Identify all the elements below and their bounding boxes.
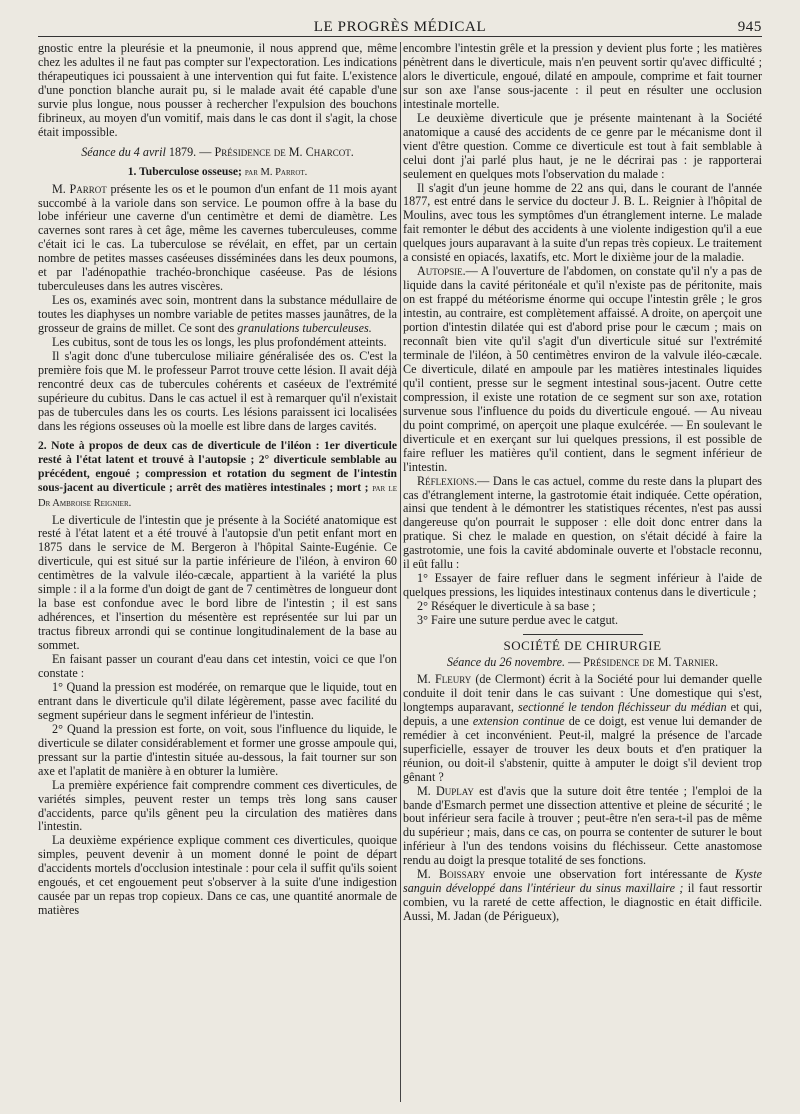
session-date: Séance du 26 novembre. xyxy=(446,654,566,669)
italic-term: extension continue xyxy=(472,713,565,728)
paragraph-text: de ce doigt, est venue lui demander de remédier à cet inconvénient. Peut-il, malgré la présence de l'arcade superficielle, essayer de trouver les deux bouts et d'en pratiquer la réunion, ou doit-il s'abstenir, quitte à amputer le doigt s'il devient trop gênant ? xyxy=(403,713,762,784)
paragraph-text: Les os, examinés avec soin, montrent dans la substance médullaire de toutes les diaphyses un nombre variable de petites masses jaunâtres, de la grosseur de grains de millet. Ce sont des xyxy=(38,293,397,336)
author-name: M. Parrot xyxy=(52,181,107,196)
paragraph-text: (de Clermont) écrit à la Société pour lui demander quelle conduite il doit tenir dans le cas suivant : Une domestique qui s'est, longtemps auparavant, xyxy=(403,671,762,714)
paragraph: 3° Faire une suture perdue avec le catgut. xyxy=(417,613,619,628)
paragraph xyxy=(403,868,762,924)
item-author: par le Dr Ambroise Reignier. xyxy=(38,482,397,509)
session-date: Séance du 4 avril xyxy=(81,144,166,159)
paragraph xyxy=(38,294,397,336)
page-header xyxy=(38,14,762,37)
page-number: 945 xyxy=(737,19,762,35)
session-heading xyxy=(38,146,397,160)
paragraph xyxy=(403,265,762,474)
section-label: Réflexions.— xyxy=(417,473,490,488)
item-heading xyxy=(38,439,397,511)
session-presidence: — Présidence de M. Tarnier. xyxy=(568,654,719,669)
paragraph: Le deuxième diverticule que je présente maintenant à la Société anatomique a causé des accidents de ce genre par le mécanisme dont il vient d'être question. Comme ce diverticule est tout à fait semblable à celui dont j'ai parlé plus haut, je ne le décrirai pas : je rapporterai seulement en quelques mots l'observation du malade : xyxy=(403,110,762,181)
section-divider xyxy=(523,634,643,635)
paragraph: gnostic entre la pleurésie et la pneumonie, il nous apprend que, même chez les adultes il ne faut pas compter sur l'expectoration. Les indications thérapeutiques ici poussaient à une intervention qui fut faite. L'existence d'une ponction blanche aurait pu, si le malade avait été capable d'une survie plus longue, nous pousser à rechercher l'expulsion des bouchons fibrineux, au moyen d'un vomitif, mais dans le cas dont il s'agit, la chose était impossible. xyxy=(38,42,397,139)
section-label: Autopsie.— xyxy=(417,264,478,279)
paragraph: La première expérience fait comprendre comment ces diverticules, de variétés simples, peuvent rester un temps très long sans causer d'accidents, parce qu'ils gênent peu la circulation des matières dans l'intestin. xyxy=(38,777,397,834)
italic-term: Kyste sanguin développé dans l'intérieur du sinus maxillaire ; xyxy=(403,867,762,896)
paragraph: Il s'agit d'un jeune homme de 22 ans qui, dans le courant de l'année 1877, est entré dans le service du docteur J. B. L. Reignier à l'hôpital de Moulins, avec tous les symptômes d'un étranglement interne. Le malade fait remonter le début des accidents à une violente indigestion qu'il a eue quelques jours auparavant à la suite d'un repas très copieux. Le traitement a consisté en opiacés, laxatifs, etc. Mort le dixième jour de la maladie. xyxy=(403,180,762,265)
right-column xyxy=(403,42,762,1102)
item-title: 2. Note à propos de deux cas de diverticule de l'iléon : 1er diverticule resté à l'état latent et trouvé à l'autopsie ; 2° diverticule semblable au précédent, engoué ; compression et rotation du segment de l'intestin sous-jacent au diverticule ; arrêt des matières intestinales ; mort ; xyxy=(38,438,397,494)
paragraph-text: et qui, depuis, a une xyxy=(403,699,762,728)
session-heading xyxy=(403,656,762,670)
italic-term: granulations tuberculeuses. xyxy=(237,321,372,336)
item-title: 1. Tuberculose osseuse; xyxy=(127,164,242,178)
paragraph xyxy=(403,475,762,573)
italic-term: sectionné le tendon fléchisseur du médian xyxy=(518,699,727,714)
paragraph xyxy=(403,673,762,785)
paragraph: La deuxième expérience explique comment ces diverticules, quoique simples, peuvent devenir à un moment donné le point de départ d'accidents mortels d'occlusion intestinale : pour cela il suffit qu'ils soient engoués, et cet engouement peut s'observer à la suite d'une indigestion causée par un repas trop copieux. Dans ce cas, une quantité anormale de matières xyxy=(38,833,397,918)
society-heading: SOCIÉTÉ DE CHIRURGIE xyxy=(503,638,662,654)
author-name: M. Fleury xyxy=(417,671,472,686)
paragraph: encombre l'intestin grêle et la pression y devient plus forte ; les matières pénètrent dans le diverticule, mais n'en peuvent sortir qu'avec difficulté ; alors le diverticule, engoué, dilaté en ampoule, comprime et fait tourner sur son axe l'anse sous-jacente : il peut en résulter une occlusion intestinale mortelle. xyxy=(403,42,762,111)
paragraph xyxy=(38,183,397,295)
journal-title: LE PROGRÈS MÉDICAL xyxy=(313,19,487,35)
paragraph: Le diverticule de l'intestin que je présente à la Société anatomique est resté à l'état latent et a été trouvé à l'autopsie d'un petit enfant mort en 1875 dans le service de M. Bergeron à l'hôpital Sainte-Eugénie. Ce diverticule, qui est situé sur la partie inférieure de l'iléon, à environ 60 centimètres de la valvule iléo-cæcale, appartient à la variété la plus simple : il a la forme d'un doigt de gant de 7 centimètres de longueur dont la base est confondue avec le bord libre de l'intestin ; il est sans adhérences, et l'insertion du mésentère est représentée sur lui par un tractus fibreux arrondi qui se continue longitudinalement de la base au sommet. xyxy=(38,512,397,653)
paragraph-text: il faut ressortir combien, vu la rareté de cette affection, le diagnostic en était difficile. Aussi, M. Jadan (de Périgueux), xyxy=(403,881,762,924)
item-heading xyxy=(38,165,397,180)
paragraph xyxy=(403,785,762,869)
paragraph: 1° Essayer de faire refluer dans le segment inférieur à l'aide de quelques pressions, les liquides intestinaux contenus dans le diverticule ; xyxy=(403,571,762,600)
author-name: M. Boissary xyxy=(417,867,486,882)
paragraph-text: Dans le cas actuel, comme du reste dans la plupart des cas d'étranglement interne, la gastrotomie était indiquée. Cette opération, ainsi que tendent à le démontrer les statistiques récentes, n'est pas aussi dangereuse qu'on pourrait le supposer : elle doit donc entrer dans la pratique. Si chez le malade en question, on s'était décidé à faire la gastrotomie, une fois la cavité abdominale ouverte et l'obstacle reconnu, il eût fallu : xyxy=(403,473,762,572)
paragraph-text: envoie une observation fort intéressante de xyxy=(493,867,727,882)
column-divider xyxy=(400,42,401,1102)
paragraph: Il s'agit donc d'une tuberculose miliaire généralisée des os. C'est la première fois que M. le professeur Parrot trouve cette lésion. Il avait déjà rencontré deux cas de tubercules cohérents et caséeux de l'extrémité supérieure du cubitus. Dans le cas actuel il est à remarquer qu'il n'existait pas de tubercules dans les os courts. Les lésions paraissent ici localisées dans les régions osseuses où la moelle est libre dans de larges cavités. xyxy=(38,349,397,433)
paragraph: 2° Réséquer le diverticule à sa base ; xyxy=(417,599,596,614)
item-author: par M. Parrot. xyxy=(244,166,308,178)
paragraph: En faisant passer un courant d'eau dans cet intestin, voici ce que l'on constate : xyxy=(38,652,397,680)
author-name: M. Duplay xyxy=(417,783,474,798)
paragraph: 1° Quand la pression est modérée, on remarque que le liquide, tout en entrant dans le diverticule qu'il dilate légèrement, passe avec facilité du segment supérieur dans le segment inférieur de l'intestin. xyxy=(38,679,397,722)
paragraph-text: A l'ouverture de l'abdomen, on constate qu'il n'y a pas de liquide dans la cavité péritonéale et qu'il n'existe pas de péritonite, mais on est frappé du météorisme énorme qui occupe l'intestin grêle ; le gros intestin, au contraire, est complètement affaissé. A droite, on aperçoit une portion d'intestin dilatée qui est d'abord prise pour le cæcum ; mais on reconnaît bien vite qu'il s'agit d'un diverticule situé sur l'extrémité terminale de l'iléon, à 50 centimètres environ de la valvule iléo-cæcale. Ce diverticule, dilaté en ampoule par les matières intestinales liquides qu'il contient, presse sur le segment intestinal sous-jacent. Outre cette compression, il existe une rotation de ce segment sur son axe, rotation survenue sous l'influence du poids du diverticule engoué. — Au niveau du point comprimé, on aperçoit une plaque exulcérée. — En soulevant le diverticule et en exerçant sur lui quelques pressions, il est possible de faire refluer les matières qu'il contient, dans le segment inférieur de l'intestin. xyxy=(403,264,762,474)
two-column-body xyxy=(38,42,762,1102)
paragraph: Les cubitus, sont de tous les os longs, les plus profondément atteints. xyxy=(52,335,387,350)
paragraph: 2° Quand la pression est forte, on voit, sous l'influence du liquide, le diverticule se dilater considérablement et former une grosse ampoule qui, pressant sur la partie d'intestin située au-dessous, la fait tourner sur son axe et l'aplatit de manière à en obturer la lumière. xyxy=(38,721,397,778)
paragraph-text: présente les os et le poumon d'un enfant de 11 mois ayant succombé à la variole dans son service. Le poumon offre à la base du lobe inférieur une caverne d'un centimètre et demi de diamètre. Les cavernes sont rares à cet âge, même les cavernes tuberculeuses, comme c'était ici le cas. La tuberculose se révélait, en effet, par un certain nombre de petites masses caséeuses disséminées dans les deux poumons, et par l'adénopathie trachéo-bronchique caséeuse. Pas de lésions tuberculeuses dans les autres viscères. xyxy=(38,181,397,294)
session-presidence: — Présidence de M. Charcot. xyxy=(199,144,354,159)
left-column xyxy=(38,42,397,1102)
paragraph-text: est d'avis que la suture doit être tentée ; l'emploi de la bande d'Esmarch permet une dissection attentive et pleine de sécurité ; le bout inférieur sera facile à trouver ; peut-être n'en sera-t-il pas de même du supérieur ; mais, dans ce cas, on pourra se contenter de suturer le bout inférieur à l'un des tendons voisins du fléchisseur. Cette anastomose rendu au doigt la presque totalité de ses fonctions. xyxy=(403,783,762,868)
session-year: 1879. xyxy=(168,144,197,159)
